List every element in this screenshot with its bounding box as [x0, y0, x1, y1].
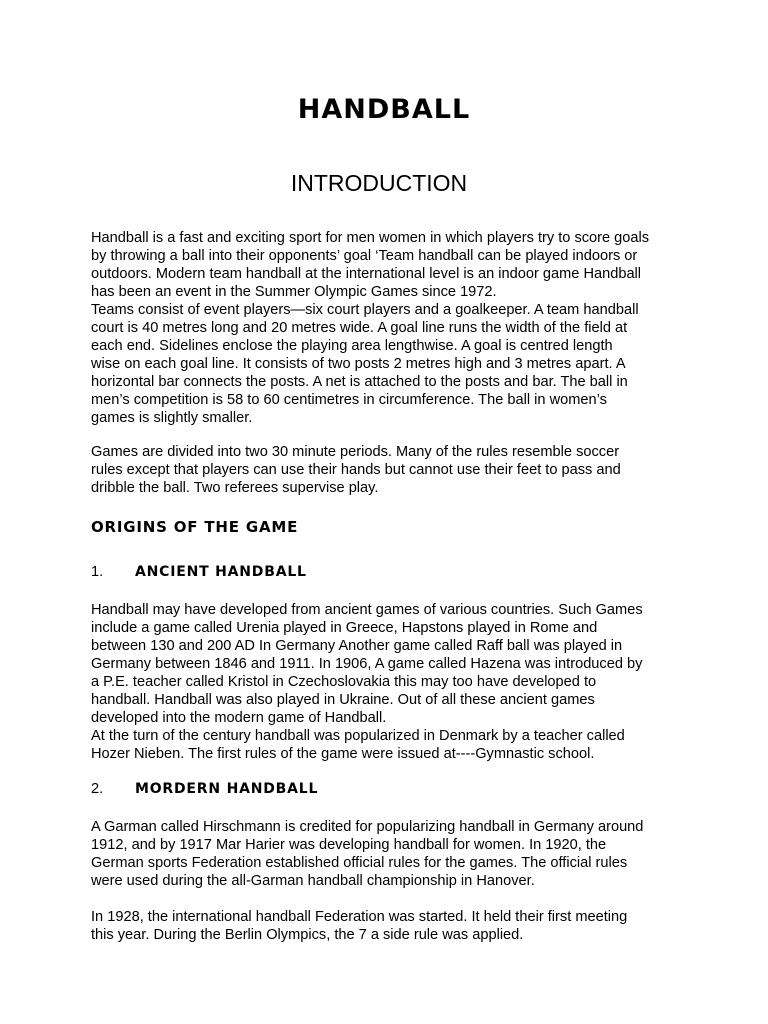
- intro-paragraph-2: Games are divided into two 30 minute periods. Many of the rules resemble soccer rules except that players can use their hands but cannot use their feet to pass and dribble the ball. Two referees supervise play.: [91, 444, 621, 496]
- origins-heading: ORIGINS OF THE GAME: [91, 518, 299, 536]
- section-1-title: ANCIENT HANDBALL: [135, 564, 307, 580]
- document-title: HANDBALL: [297, 94, 471, 125]
- introduction-heading: INTRODUCTION: [290, 170, 468, 196]
- section-2-paragraph-1: A Garman called Hirschmann is credited for popularizing handball in Germany around 1912, and by 1917 Mar Harier was developing handball for women. In 1920, the German sports Federation established official rules for the games. The official rules were used during the all-Garman handball championship in Hanover.: [91, 819, 644, 889]
- section-1-paragraph: Handball may have developed from ancient games of various countries. Such Games include a game called Urenia played in Greece, Hapstons played in Rome and between 130 and 200 AD In Germany Another game called Raff ball was played in Germany between 1846 and 1911. In 1906, A game called Hazena was introduced by a P.E. teacher called Kristol in Czechoslovakia this may too have developed to handball. Handball was also played in Ukraine. Out of all these ancient games developed into the modern game of Handball. At the turn of the century handball was popularized in Denmark by a teacher called Hozer Nieben. The first rules of the game were issued at----Gymnastic school.: [91, 602, 643, 762]
- section-2-heading: [91, 781, 318, 797]
- section-1-number: 1.: [91, 564, 104, 580]
- section-2-title: MORDERN HANDBALL: [135, 781, 319, 797]
- section-2-paragraph-2: In 1928, the international handball Federation was started. It held their first meeting this year. During the Berlin Olympics, the 7 a side rule was applied.: [91, 909, 628, 943]
- section-1-heading: [91, 564, 307, 580]
- section-2-number: 2.: [91, 781, 104, 797]
- intro-paragraph-1: Handball is a fast and exciting sport for men women in which players try to score goals by throwing a ball into their opponents’ goal ‘Team handball can be played indoors or outdoors. Modern team handball at the international level is an indoor game Handball has been an event in the Summer Olympic Games since 1972. Teams consist of event players—six court players and a goalkeeper. A team handball court is 40 metres long and 20 metres wide. A goal line runs the width of the field at each end. Sidelines enclose the playing area lengthwise. A goal is centred length wise on each goal line. It consists of two posts 2 metres high and 3 metres apart. A horizontal bar connects the posts. A net is attached to the posts and bar. The ball in men’s competition is 58 to 60 centimetres in circumference. The ball in women’s games is slightly smaller.: [91, 230, 650, 426]
